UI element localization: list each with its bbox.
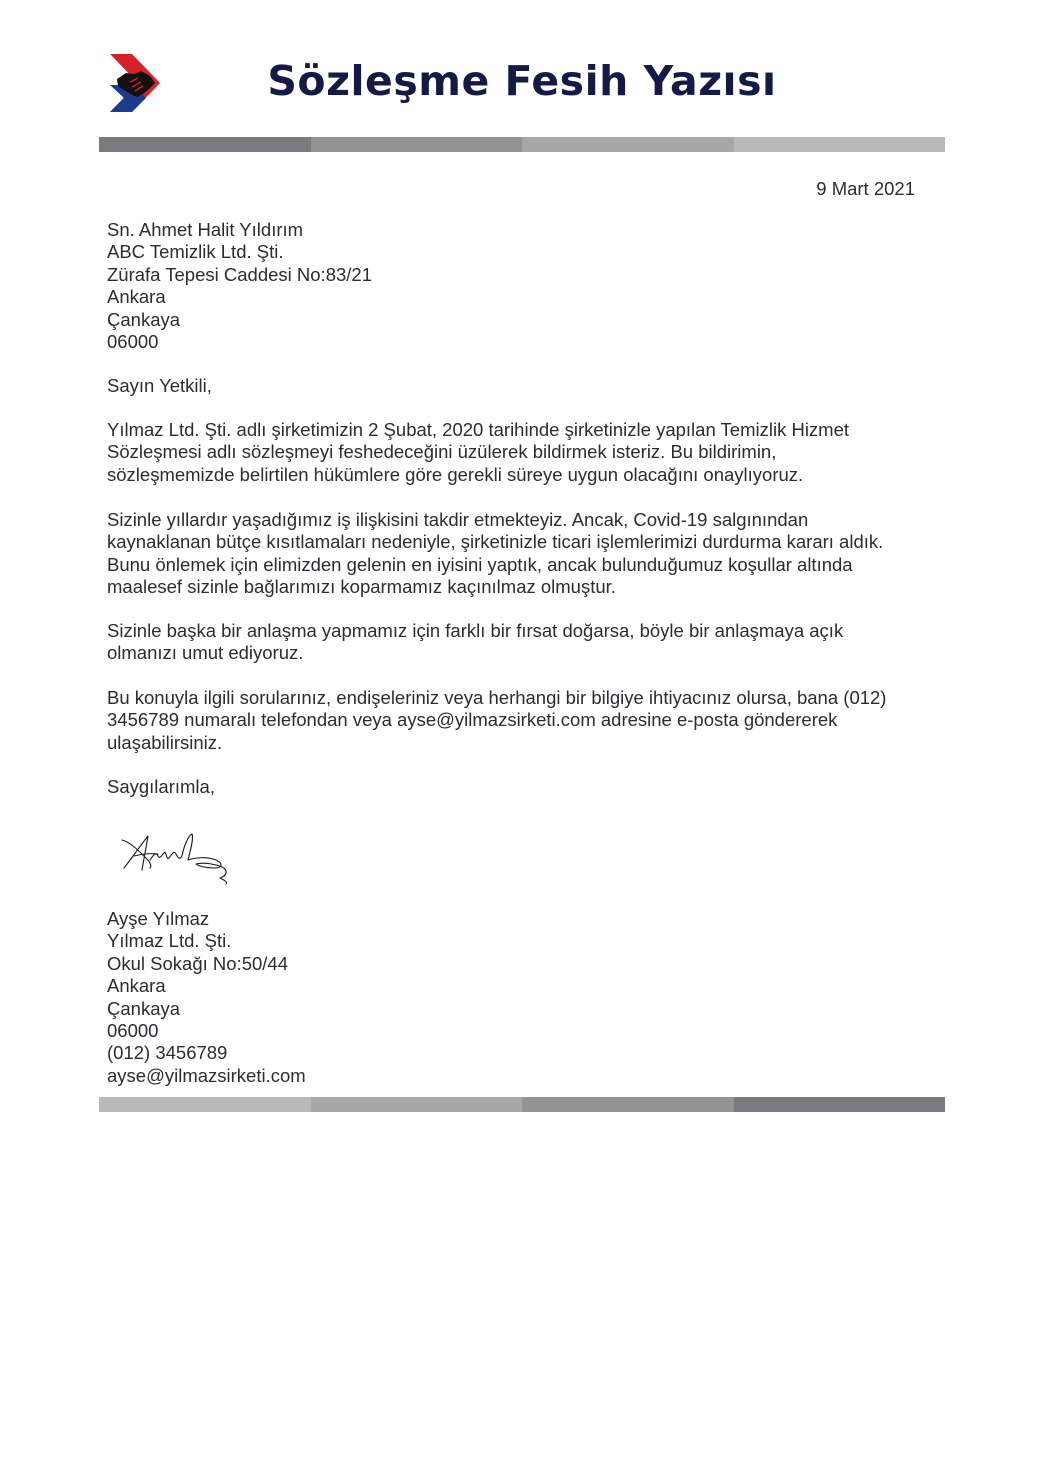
letter-date: 9 Mart 2021 [816,178,915,199]
header-divider [99,137,945,152]
sender-postcode: 06000 [107,1020,159,1042]
sender-street: Okul Sokağı No:50/44 [107,952,288,974]
paragraph-line: maalesef sizinle bağlarımızı koparmamız kaçınılmaz olmuştur. [107,576,616,598]
sender-email: ayse@yilmazsirketi.com [107,1064,306,1086]
recipient-district: Çankaya [107,308,181,330]
paragraph-4 [107,687,937,754]
sender-name: Ayşe Yılmaz [107,908,210,929]
paragraph-2 [107,509,937,599]
paragraph-line: 3456789 numaralı telefondan veya ayse@yilmazsirketi.com adresine e-posta göndererek [107,709,838,731]
paragraph-line: sözleşmemizde belirtilen hükümlere göre gerekli süreye uygun olacağını onaylıyoruz. [107,463,804,485]
handwritten-signature-icon [120,828,234,886]
paragraph-line: Bu konuyla ilgili sorularınız, endişeleriniz veya herhangi bir bilgiye ihtiyacınız olursa, bana (012) [107,687,887,708]
paragraph-line: Bunu önlemek için elimizden gelenin en iyisini yaptık, ancak bulunduğumuz koşullar altında [107,553,853,575]
greeting: Sayın Yetkili, [107,375,212,396]
closing: Saygılarımla, [107,776,215,797]
sender-company: Yılmaz Ltd. Şti. [107,930,232,952]
paragraph-line: ulaşabilirsiniz. [107,731,223,753]
recipient-company: ABC Temizlik Ltd. Şti. [107,241,284,263]
paragraph-1 [107,419,937,486]
paragraph-line: kaynaklanan bütçe kısıtlamaları nedeniyle, şirketinizle ticari işlemlerimizi durdurma kararı aldık. [107,531,884,553]
recipient-city: Ankara [107,286,166,308]
paragraph-line: olmanızı umut ediyoruz. [107,642,304,664]
recipient-postcode: 06000 [107,331,159,353]
page-title: Sözleşme Fesih Yazısı [267,57,777,105]
sender-phone: (012) 3456789 [107,1042,228,1064]
paragraph-line: Sizinle yıllardır yaşadığımız iş ilişkisini takdir etmekteyiz. Ancak, Covid-19 salgınından [107,509,809,530]
paragraph-line: Yılmaz Ltd. Şti. adlı şirketimizin 2 Şubat, 2020 tarihinde şirketinizle yapılan Temizlik Hizmet [107,419,850,440]
sender-city: Ankara [107,975,166,997]
recipient-address [107,219,937,353]
recipient-street: Zürafa Tepesi Caddesi No:83/21 [107,263,372,285]
sender-address [107,908,937,1087]
paragraph-line: Sizinle başka bir anlaşma yapmamız için farklı bir fırsat doğarsa, böyle bir anlaşmaya açık [107,620,844,641]
footer-divider [99,1097,945,1112]
sender-district: Çankaya [107,997,181,1019]
recipient-name: Sn. Ahmet Halit Yıldırım [107,219,304,240]
paragraph-3 [107,620,937,665]
paragraph-line: Sözleşmesi adlı sözleşmeyi feshedeceğini üzülerek bildirmek isteriz. Bu bildirimin, [107,441,777,463]
